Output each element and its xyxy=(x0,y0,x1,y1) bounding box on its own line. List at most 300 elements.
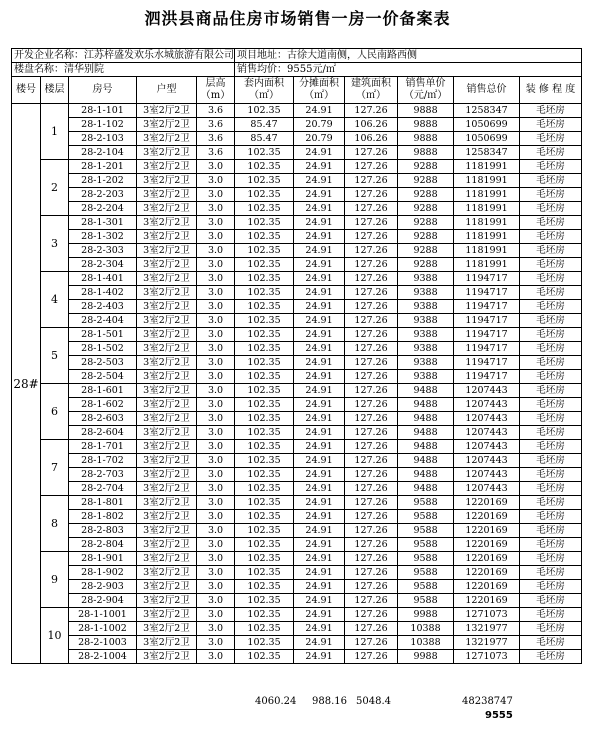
unit-layout: 3室2厅2卫 xyxy=(137,132,197,146)
inner-area: 102.35 xyxy=(235,496,294,510)
table-row xyxy=(12,454,582,468)
shared-area: 24.91 xyxy=(294,622,345,636)
shared-area: 24.91 xyxy=(294,426,345,440)
floor-height: 3.0 xyxy=(197,426,235,440)
unit-price: 9388 xyxy=(398,286,454,300)
unit-price: 9488 xyxy=(398,468,454,482)
unit-layout: 3室2厅2卫 xyxy=(137,384,197,398)
floor-height: 3.0 xyxy=(197,566,235,580)
table-row xyxy=(12,510,582,524)
floor-height: 3.0 xyxy=(197,272,235,286)
total-price: 1207443 xyxy=(454,454,520,468)
room-number: 28-1-802 xyxy=(69,510,137,524)
floor-height: 3.0 xyxy=(197,622,235,636)
unit-layout: 3室2厅2卫 xyxy=(137,426,197,440)
floor-height: 3.0 xyxy=(197,398,235,412)
unit-price: 9288 xyxy=(398,258,454,272)
shared-area: 24.91 xyxy=(294,160,345,174)
unit-price: 9888 xyxy=(398,104,454,118)
shared-area: 24.91 xyxy=(294,356,345,370)
table-row xyxy=(12,622,582,636)
unit-price: 9888 xyxy=(398,118,454,132)
total-price: 1271073 xyxy=(454,608,520,622)
room-number: 28-1-1002 xyxy=(69,622,137,636)
finish-level: 毛坯房 xyxy=(520,580,582,594)
table-row xyxy=(12,356,582,370)
inner-area: 102.35 xyxy=(235,174,294,188)
total-price: 1220169 xyxy=(454,566,520,580)
table-row xyxy=(12,398,582,412)
finish-level: 毛坯房 xyxy=(520,104,582,118)
unit-layout: 3室2厅2卫 xyxy=(137,650,197,664)
unit-price: 9388 xyxy=(398,272,454,286)
total-price: 1181991 xyxy=(454,174,520,188)
total-price: 1181991 xyxy=(454,202,520,216)
gross-area: 127.26 xyxy=(345,566,398,580)
table-row xyxy=(12,594,582,608)
shared-area: 24.91 xyxy=(294,524,345,538)
total-price: 1181991 xyxy=(454,216,520,230)
unit-price: 9588 xyxy=(398,510,454,524)
floor-height: 3.0 xyxy=(197,230,235,244)
unit-layout: 3室2厅2卫 xyxy=(137,286,197,300)
shared-area: 24.91 xyxy=(294,342,345,356)
total-price: 1207443 xyxy=(454,482,520,496)
inner-area: 102.35 xyxy=(235,622,294,636)
total-price: 1194717 xyxy=(454,300,520,314)
finish-level: 毛坯房 xyxy=(520,440,582,454)
developer-name: 开发企业名称：江苏梓盛发欢乐水城旅游有限公司 xyxy=(12,49,235,63)
shared-area: 24.91 xyxy=(294,594,345,608)
unit-layout: 3室2厅2卫 xyxy=(137,622,197,636)
inner-area: 85.47 xyxy=(235,118,294,132)
total-price: 1220169 xyxy=(454,538,520,552)
room-number: 28-2-203 xyxy=(69,188,137,202)
table-row xyxy=(12,384,582,398)
unit-layout: 3室2厅2卫 xyxy=(137,594,197,608)
floor-height: 3.0 xyxy=(197,328,235,342)
room-number: 28-1-301 xyxy=(69,216,137,230)
finish-level: 毛坯房 xyxy=(520,244,582,258)
gross-area: 127.26 xyxy=(345,104,398,118)
unit-layout: 3室2厅2卫 xyxy=(137,398,197,412)
finish-level: 毛坯房 xyxy=(520,538,582,552)
finish-level: 毛坯房 xyxy=(520,174,582,188)
inner-area: 102.35 xyxy=(235,580,294,594)
gross-area: 127.26 xyxy=(345,496,398,510)
unit-layout: 3室2厅2卫 xyxy=(137,454,197,468)
shared-area: 24.91 xyxy=(294,328,345,342)
inner-area: 102.35 xyxy=(235,356,294,370)
room-number: 28-2-504 xyxy=(69,370,137,384)
gross-area: 127.26 xyxy=(345,622,398,636)
table-row xyxy=(12,132,582,146)
floor-height: 3.0 xyxy=(197,580,235,594)
floor-height: 3.0 xyxy=(197,524,235,538)
shared-area: 24.91 xyxy=(294,202,345,216)
shared-area: 24.91 xyxy=(294,104,345,118)
shared-area: 24.91 xyxy=(294,468,345,482)
room-number: 28-2-1003 xyxy=(69,636,137,650)
table-row xyxy=(12,440,582,454)
inner-area: 102.35 xyxy=(235,230,294,244)
table-row xyxy=(12,216,582,230)
column-header-shared: 分摊面积（㎡） xyxy=(294,77,345,104)
room-number: 28-2-304 xyxy=(69,258,137,272)
shared-area: 24.91 xyxy=(294,552,345,566)
finish-level: 毛坯房 xyxy=(520,146,582,160)
unit-layout: 3室2厅2卫 xyxy=(137,496,197,510)
unit-price: 9588 xyxy=(398,580,454,594)
unit-price: 9388 xyxy=(398,370,454,384)
unit-price: 9388 xyxy=(398,314,454,328)
finish-level: 毛坯房 xyxy=(520,286,582,300)
unit-price: 10388 xyxy=(398,636,454,650)
room-number: 28-1-402 xyxy=(69,286,137,300)
unit-layout: 3室2厅2卫 xyxy=(137,230,197,244)
floor-height: 3.0 xyxy=(197,608,235,622)
room-number: 28-1-202 xyxy=(69,174,137,188)
room-number: 28-2-1004 xyxy=(69,650,137,664)
table-row xyxy=(12,230,582,244)
shared-area: 24.91 xyxy=(294,454,345,468)
floor-number: 5 xyxy=(41,328,69,384)
room-number: 28-2-204 xyxy=(69,202,137,216)
table-row xyxy=(12,342,582,356)
floor-height: 3.0 xyxy=(197,496,235,510)
room-number: 28-2-103 xyxy=(69,132,137,146)
unit-price: 9288 xyxy=(398,216,454,230)
floor-number: 10 xyxy=(41,608,69,664)
gross-area: 127.26 xyxy=(345,482,398,496)
unit-price: 9488 xyxy=(398,454,454,468)
floor-height: 3.6 xyxy=(197,146,235,160)
unit-layout: 3室2厅2卫 xyxy=(137,412,197,426)
table-row xyxy=(12,160,582,174)
floor-number: 8 xyxy=(41,496,69,552)
floor-height: 3.0 xyxy=(197,538,235,552)
shared-area: 24.91 xyxy=(294,286,345,300)
floor-number: 9 xyxy=(41,552,69,608)
gross-area: 127.26 xyxy=(345,552,398,566)
finish-level: 毛坯房 xyxy=(520,482,582,496)
room-number: 28-2-703 xyxy=(69,468,137,482)
inner-area: 102.35 xyxy=(235,258,294,272)
room-number: 28-2-604 xyxy=(69,426,137,440)
total-inner-area: 4060.24 xyxy=(255,696,297,707)
unit-price: 9888 xyxy=(398,146,454,160)
total-price: 1194717 xyxy=(454,370,520,384)
gross-area: 127.26 xyxy=(345,328,398,342)
room-number: 28-1-1001 xyxy=(69,608,137,622)
room-number: 28-1-502 xyxy=(69,342,137,356)
unit-layout: 3室2厅2卫 xyxy=(137,580,197,594)
average-price: 销售均价：9555元/㎡ xyxy=(235,63,582,77)
inner-area: 102.35 xyxy=(235,146,294,160)
inner-area: 102.35 xyxy=(235,524,294,538)
table-row xyxy=(12,524,582,538)
shared-area: 24.91 xyxy=(294,258,345,272)
total-price: 1181991 xyxy=(454,230,520,244)
floor-height: 3.0 xyxy=(197,286,235,300)
table-row xyxy=(12,580,582,594)
project-name: 楼盘名称：清华别院 xyxy=(12,63,235,77)
table-row xyxy=(12,300,582,314)
finish-level: 毛坯房 xyxy=(520,188,582,202)
table-row xyxy=(12,426,582,440)
total-price: 1220169 xyxy=(454,594,520,608)
shared-area: 24.91 xyxy=(294,650,345,664)
unit-price: 9488 xyxy=(398,482,454,496)
table-row xyxy=(12,328,582,342)
inner-area: 102.35 xyxy=(235,202,294,216)
gross-area: 127.26 xyxy=(345,370,398,384)
table-row xyxy=(12,468,582,482)
finish-level: 毛坯房 xyxy=(520,426,582,440)
gross-area: 127.26 xyxy=(345,300,398,314)
floor-height: 3.0 xyxy=(197,216,235,230)
shared-area: 24.91 xyxy=(294,384,345,398)
total-price: 1207443 xyxy=(454,384,520,398)
gross-area: 127.26 xyxy=(345,146,398,160)
finish-level: 毛坯房 xyxy=(520,230,582,244)
table-row xyxy=(12,202,582,216)
inner-area: 102.35 xyxy=(235,440,294,454)
project-address: 项目地址：古徐大道南侧，人民南路西侧 xyxy=(235,49,582,63)
shared-area: 24.91 xyxy=(294,314,345,328)
table-row xyxy=(12,482,582,496)
gross-area: 127.26 xyxy=(345,160,398,174)
column-header-unit-price: 销售单价（元/㎡） xyxy=(398,77,454,104)
table-row xyxy=(12,412,582,426)
finish-level: 毛坯房 xyxy=(520,552,582,566)
gross-area: 127.26 xyxy=(345,636,398,650)
inner-area: 102.35 xyxy=(235,300,294,314)
shared-area: 24.91 xyxy=(294,272,345,286)
gross-area: 127.26 xyxy=(345,594,398,608)
gross-area: 127.26 xyxy=(345,412,398,426)
shared-area: 24.91 xyxy=(294,174,345,188)
finish-level: 毛坯房 xyxy=(520,412,582,426)
unit-price: 9488 xyxy=(398,412,454,426)
unit-price: 9988 xyxy=(398,650,454,664)
gross-area: 127.26 xyxy=(345,216,398,230)
inner-area: 102.35 xyxy=(235,552,294,566)
gross-area: 127.26 xyxy=(345,538,398,552)
shared-area: 24.91 xyxy=(294,580,345,594)
floor-height: 3.0 xyxy=(197,244,235,258)
floor-height: 3.0 xyxy=(197,202,235,216)
room-number: 28-2-704 xyxy=(69,482,137,496)
unit-layout: 3室2厅2卫 xyxy=(137,566,197,580)
inner-area: 102.35 xyxy=(235,244,294,258)
unit-layout: 3室2厅2卫 xyxy=(137,272,197,286)
unit-price: 9488 xyxy=(398,440,454,454)
column-header-layout: 户型 xyxy=(137,77,197,104)
floor-height: 3.0 xyxy=(197,384,235,398)
shared-area: 24.91 xyxy=(294,216,345,230)
floor-height: 3.0 xyxy=(197,552,235,566)
floor-number: 3 xyxy=(41,216,69,272)
inner-area: 102.35 xyxy=(235,412,294,426)
floor-number: 4 xyxy=(41,272,69,328)
shared-area: 24.91 xyxy=(294,496,345,510)
unit-price: 9488 xyxy=(398,398,454,412)
shared-area: 24.91 xyxy=(294,230,345,244)
column-header-gross: 建筑面积（㎡） xyxy=(345,77,398,104)
room-number: 28-1-602 xyxy=(69,398,137,412)
floor-height: 3.0 xyxy=(197,258,235,272)
total-price: 1321977 xyxy=(454,636,520,650)
total-price: 1050699 xyxy=(454,132,520,146)
total-price: 1194717 xyxy=(454,286,520,300)
table-row xyxy=(12,636,582,650)
unit-price: 9988 xyxy=(398,608,454,622)
shared-area: 24.91 xyxy=(294,188,345,202)
unit-layout: 3室2厅2卫 xyxy=(137,160,197,174)
total-price: 1181991 xyxy=(454,188,520,202)
finish-level: 毛坯房 xyxy=(520,594,582,608)
floor-height: 3.0 xyxy=(197,342,235,356)
shared-area: 24.91 xyxy=(294,398,345,412)
room-number: 28-1-501 xyxy=(69,328,137,342)
unit-price: 9588 xyxy=(398,524,454,538)
room-number: 28-1-102 xyxy=(69,118,137,132)
floor-height: 3.6 xyxy=(197,118,235,132)
room-number: 28-1-801 xyxy=(69,496,137,510)
finish-level: 毛坯房 xyxy=(520,566,582,580)
total-price: 1220169 xyxy=(454,496,520,510)
gross-area: 127.26 xyxy=(345,174,398,188)
total-price: 1194717 xyxy=(454,272,520,286)
gross-area: 127.26 xyxy=(345,426,398,440)
inner-area: 102.35 xyxy=(235,370,294,384)
unit-layout: 3室2厅2卫 xyxy=(137,314,197,328)
unit-price: 9288 xyxy=(398,188,454,202)
column-header-finish: 装 修 程 度 xyxy=(520,77,582,104)
inner-area: 102.35 xyxy=(235,104,294,118)
finish-level: 毛坯房 xyxy=(520,160,582,174)
total-price: 1194717 xyxy=(454,356,520,370)
finish-level: 毛坯房 xyxy=(520,356,582,370)
finish-level: 毛坯房 xyxy=(520,496,582,510)
unit-layout: 3室2厅2卫 xyxy=(137,552,197,566)
inner-area: 102.35 xyxy=(235,398,294,412)
floor-height: 3.0 xyxy=(197,356,235,370)
unit-price: 9288 xyxy=(398,202,454,216)
total-price: 1271073 xyxy=(454,650,520,664)
inner-area: 102.35 xyxy=(235,468,294,482)
inner-area: 102.35 xyxy=(235,314,294,328)
total-price: 1194717 xyxy=(454,342,520,356)
total-price: 1321977 xyxy=(454,622,520,636)
inner-area: 102.35 xyxy=(235,454,294,468)
finish-level: 毛坯房 xyxy=(520,216,582,230)
total-price: 1207443 xyxy=(454,440,520,454)
gross-area: 127.26 xyxy=(345,342,398,356)
finish-level: 毛坯房 xyxy=(520,622,582,636)
gross-area: 127.26 xyxy=(345,244,398,258)
room-number: 28-2-303 xyxy=(69,244,137,258)
room-number: 28-2-403 xyxy=(69,300,137,314)
room-number: 28-1-701 xyxy=(69,440,137,454)
floor-height: 3.0 xyxy=(197,594,235,608)
finish-level: 毛坯房 xyxy=(520,524,582,538)
finish-level: 毛坯房 xyxy=(520,650,582,664)
total-price: 1207443 xyxy=(454,398,520,412)
gross-area: 127.26 xyxy=(345,356,398,370)
inner-area: 102.35 xyxy=(235,482,294,496)
gross-area: 127.26 xyxy=(345,608,398,622)
floor-height: 3.0 xyxy=(197,650,235,664)
unit-layout: 3室2厅2卫 xyxy=(137,188,197,202)
unit-layout: 3室2厅2卫 xyxy=(137,174,197,188)
inner-area: 102.35 xyxy=(235,384,294,398)
finish-level: 毛坯房 xyxy=(520,454,582,468)
gross-area: 106.26 xyxy=(345,118,398,132)
unit-price: 10388 xyxy=(398,622,454,636)
finish-level: 毛坯房 xyxy=(520,272,582,286)
total-price: 1181991 xyxy=(454,258,520,272)
floor-number: 7 xyxy=(41,440,69,496)
unit-price: 9288 xyxy=(398,174,454,188)
inner-area: 102.35 xyxy=(235,426,294,440)
table-row xyxy=(12,370,582,384)
gross-area: 127.26 xyxy=(345,314,398,328)
table-row xyxy=(12,552,582,566)
room-number: 28-1-902 xyxy=(69,566,137,580)
gross-area: 106.26 xyxy=(345,132,398,146)
gross-area: 127.26 xyxy=(345,454,398,468)
floor-number: 1 xyxy=(41,104,69,160)
table-row xyxy=(12,174,582,188)
floor-height: 3.0 xyxy=(197,188,235,202)
total-price: 1220169 xyxy=(454,552,520,566)
total-price: 1181991 xyxy=(454,244,520,258)
page-title: 泗洪县商品住房市场销售一房一价备案表 xyxy=(144,9,451,28)
shared-area: 24.91 xyxy=(294,412,345,426)
room-number: 28-2-804 xyxy=(69,538,137,552)
gross-area: 127.26 xyxy=(345,524,398,538)
table-row xyxy=(12,118,582,132)
room-number: 28-1-201 xyxy=(69,160,137,174)
room-number: 28-1-702 xyxy=(69,454,137,468)
unit-layout: 3室2厅2卫 xyxy=(137,258,197,272)
unit-layout: 3室2厅2卫 xyxy=(137,328,197,342)
floor-height: 3.0 xyxy=(197,510,235,524)
unit-price: 9288 xyxy=(398,230,454,244)
room-number: 28-2-503 xyxy=(69,356,137,370)
shared-area: 24.91 xyxy=(294,566,345,580)
unit-price: 9288 xyxy=(398,244,454,258)
unit-price: 9588 xyxy=(398,566,454,580)
table-row xyxy=(12,314,582,328)
unit-layout: 3室2厅2卫 xyxy=(137,244,197,258)
sales-record-table xyxy=(11,48,582,664)
room-number: 28-1-302 xyxy=(69,230,137,244)
total-sales-price: 48238747 xyxy=(462,696,513,707)
floor-height: 3.0 xyxy=(197,454,235,468)
shared-area: 24.91 xyxy=(294,244,345,258)
room-number: 28-2-903 xyxy=(69,580,137,594)
unit-price: 9488 xyxy=(398,384,454,398)
inner-area: 102.35 xyxy=(235,160,294,174)
total-price: 1220169 xyxy=(454,510,520,524)
unit-layout: 3室2厅2卫 xyxy=(137,104,197,118)
floor-number: 6 xyxy=(41,384,69,440)
room-number: 28-2-104 xyxy=(69,146,137,160)
unit-price: 9588 xyxy=(398,594,454,608)
